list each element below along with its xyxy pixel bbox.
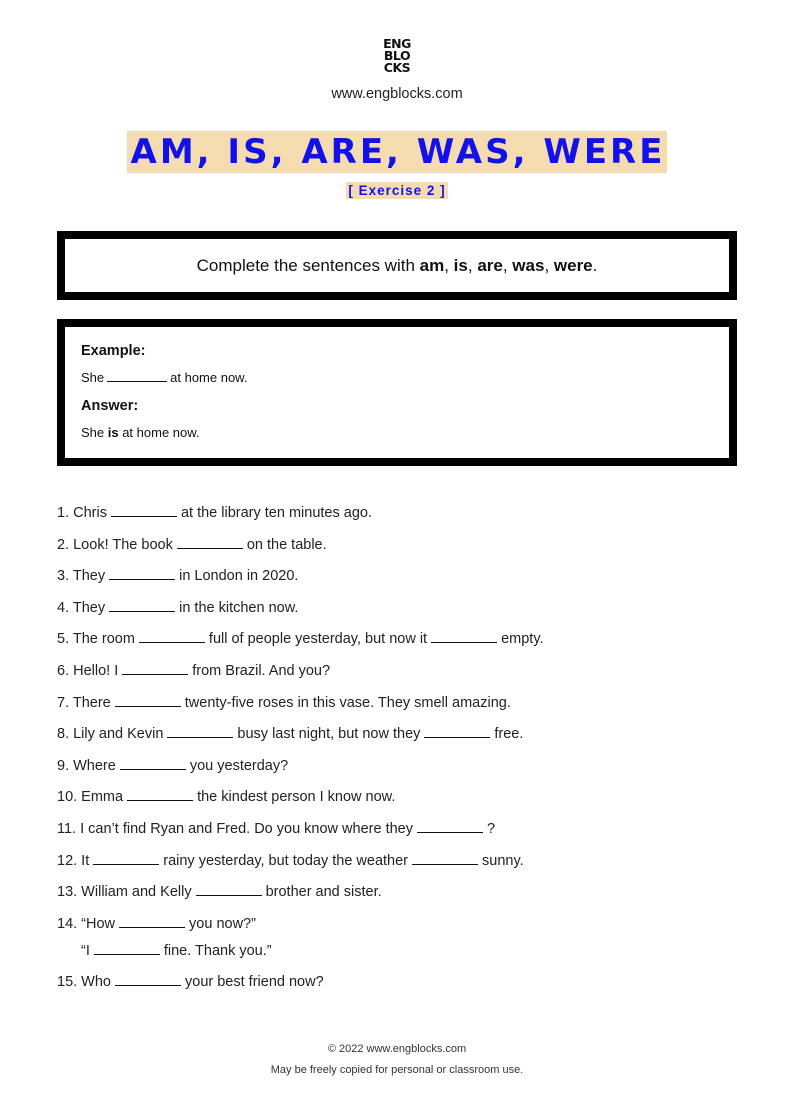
answer-blank[interactable] [196, 882, 262, 896]
question-item [57, 598, 757, 630]
answer-blank[interactable] [93, 851, 159, 865]
page-title: AM, IS, ARE, WAS, WERE [127, 131, 668, 173]
question-text: at the library ten minutes ago. [180, 505, 372, 521]
example-text: at home now. [170, 370, 248, 385]
separator: , [467, 255, 478, 275]
answer-blank[interactable] [139, 629, 205, 643]
question-text: 13. William and Kelly [57, 884, 192, 901]
question-text: in the kitchen now. [179, 599, 299, 616]
word-am: am [419, 255, 445, 275]
engblocks-logo [383, 38, 411, 74]
copyright: © 2022 www.engblocks.com [327, 1043, 467, 1055]
answer-blank[interactable] [177, 535, 243, 549]
question-item [57, 566, 757, 598]
answer-blank[interactable] [412, 851, 478, 865]
question-text: 2. Look! The book [57, 536, 173, 553]
question-item [57, 756, 757, 788]
question-text: 8. Lily and Kevin [57, 726, 164, 743]
answer-blank[interactable] [167, 724, 233, 738]
logo-line: BLO [383, 48, 411, 63]
answer-blank[interactable] [111, 503, 177, 517]
question-text: sunny. [482, 852, 524, 869]
word-was: was [512, 255, 545, 275]
answer-sentence [81, 424, 729, 442]
example-label: Example: [81, 343, 146, 359]
question-text: on the table. [246, 536, 327, 553]
question-item [57, 882, 757, 914]
question-item [57, 535, 757, 567]
license-note: May be freely copied for personal or classroom use. [270, 1064, 524, 1076]
answer-blank[interactable] [115, 693, 181, 707]
answer-blank[interactable] [417, 819, 483, 833]
logo-line: ENG [383, 36, 411, 51]
question-item [57, 787, 757, 819]
question-text: twenty-five roses in this vase. They smell amazing. [184, 694, 511, 711]
question-text: 6. Hello! I [57, 662, 119, 679]
answer-blank[interactable] [119, 914, 185, 928]
question-text: the kindest person I know now. [197, 789, 396, 806]
instructions-prefix: Complete the sentences with [196, 255, 420, 275]
question-text: 7. There [57, 694, 111, 711]
question-item [57, 661, 757, 693]
example-box [57, 319, 737, 466]
logo-line: CKS [383, 60, 411, 75]
question-text: “I [81, 942, 90, 959]
question-text: rainy yesterday, but today the weather [163, 852, 409, 869]
question-text: your best friend now? [185, 974, 324, 991]
question-item [57, 724, 757, 756]
word-were: were [553, 255, 593, 275]
answer-word: is [107, 425, 119, 440]
question-text: 12. It [57, 852, 90, 869]
question-text: empty. [501, 631, 544, 648]
exercise-subtitle: [ Exercise 2 ] [348, 183, 446, 198]
question-text: free. [494, 726, 524, 743]
question-text: full of people yesterday, but now it [208, 631, 428, 648]
example-sentence [81, 369, 729, 387]
question-item [57, 693, 757, 725]
question-text: brother and sister. [265, 884, 382, 901]
answer-blank[interactable] [127, 787, 193, 801]
example-text: She [81, 370, 105, 385]
answer-blank[interactable] [109, 598, 175, 612]
logo [0, 38, 794, 76]
question-text: fine. Thank you.” [163, 942, 272, 959]
answer-text: She [81, 425, 108, 440]
answer-blank[interactable] [122, 661, 188, 675]
question-text: you now?” [189, 915, 256, 932]
question-item [57, 941, 757, 973]
question-text: 5. The room [57, 631, 135, 648]
question-text: 15. Who [57, 974, 111, 991]
question-text: 10. Emma [57, 789, 124, 806]
instructions-text [197, 256, 598, 276]
question-text: 11. I can’t find Ryan and Fred. Do you know where they [57, 820, 413, 837]
answer-label: Answer: [81, 398, 139, 414]
question-text: 3. They [57, 568, 106, 585]
question-item [57, 819, 757, 851]
question-item [57, 972, 757, 1004]
answer-blank[interactable] [120, 756, 186, 770]
site-url: www.engblocks.com [331, 86, 463, 102]
question-text: busy last night, but now they [237, 726, 421, 743]
answer-blank[interactable] [94, 941, 160, 955]
question-list [57, 503, 757, 1004]
separator: , [502, 255, 513, 275]
question-text: ? [486, 820, 496, 837]
answer-blank[interactable] [109, 566, 175, 580]
answer-blank[interactable] [431, 629, 497, 643]
separator: , [444, 255, 454, 275]
question-text: 4. They [57, 599, 106, 616]
question-item [57, 629, 757, 661]
answer-blank[interactable] [424, 724, 490, 738]
question-text: you yesterday? [189, 757, 289, 774]
word-is: is [453, 255, 468, 275]
question-text: from Brazil. And you? [192, 662, 331, 679]
answer-text: at home now. [118, 425, 200, 440]
question-text: in London in 2020. [179, 568, 299, 585]
answer-blank [107, 369, 167, 382]
question-text: 14. “How [57, 915, 116, 932]
question-text: 1. Chris [57, 505, 107, 521]
question-item [57, 851, 757, 883]
word-are: are [477, 255, 503, 275]
answer-blank[interactable] [115, 972, 181, 986]
question-text: 9. Where [57, 757, 116, 774]
instructions-suffix: . [592, 255, 598, 275]
question-item [57, 503, 757, 535]
instructions-box [57, 231, 737, 300]
separator: , [544, 255, 554, 275]
question-item [57, 914, 757, 941]
